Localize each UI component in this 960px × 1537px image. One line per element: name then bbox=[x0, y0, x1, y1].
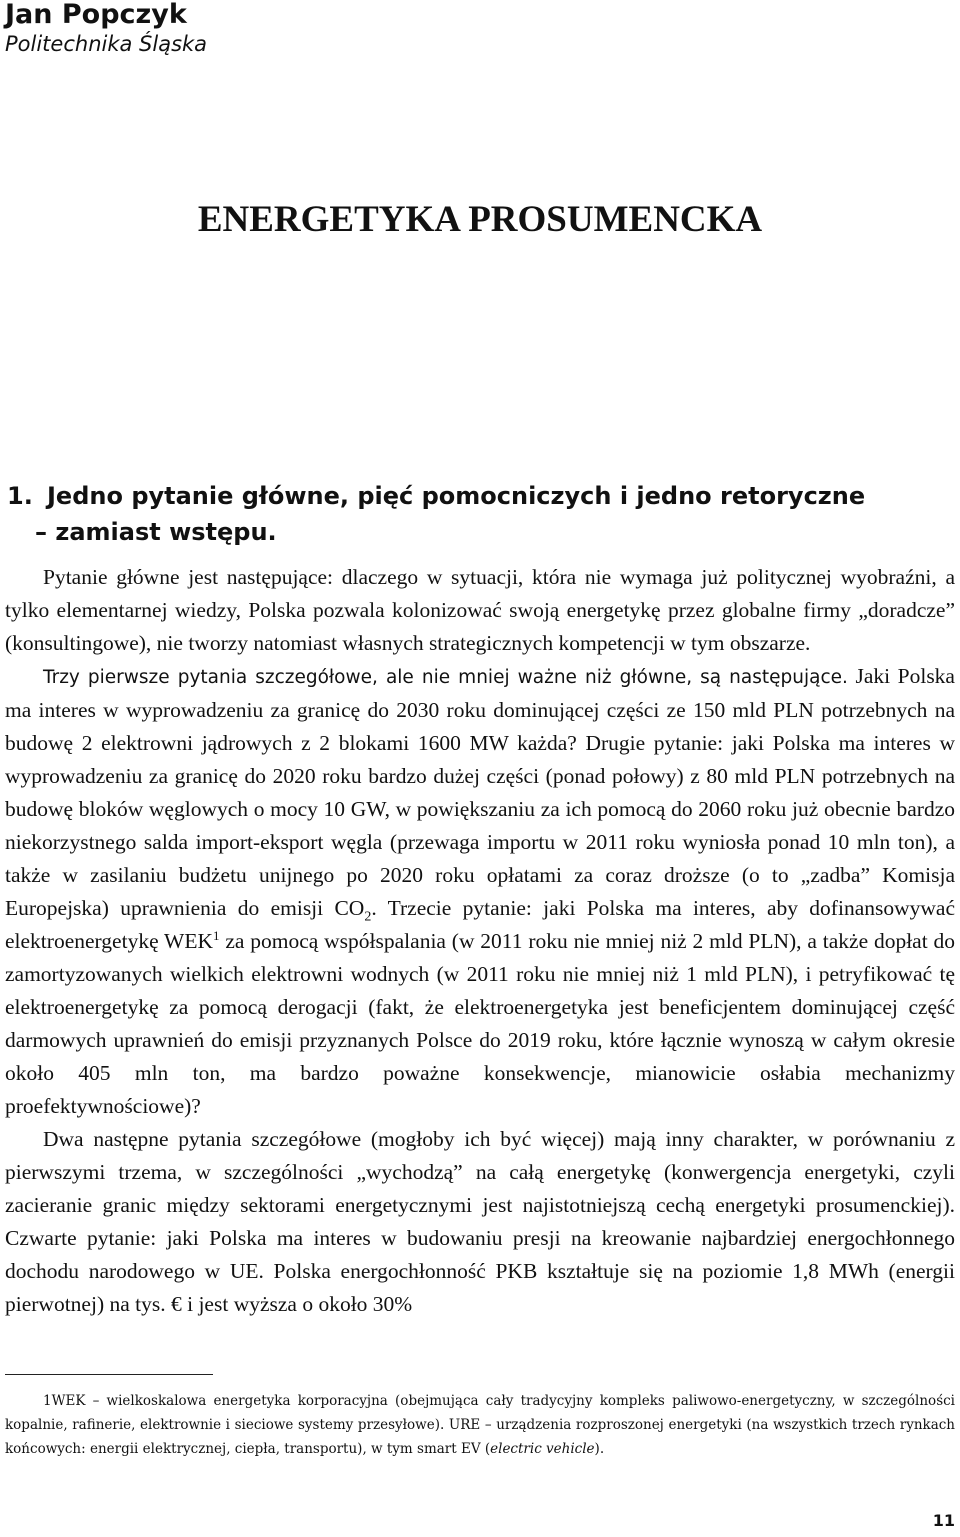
footnote-mark: 1 bbox=[43, 1393, 52, 1409]
footnote bbox=[5, 1389, 955, 1461]
paragraph-2-lead: Trzy pierwsze pytania szczegółowe, ale nie mniej ważne niż główne, są następujące. bbox=[43, 667, 848, 688]
author-block bbox=[5, 0, 207, 58]
author-name: Jan Popczyk bbox=[5, 0, 187, 30]
footnote-text-a: WEK – wielkoskalowa energetyka korporacyjna (obejmująca cały tradycyjny kompleks paliwowo-energetyczny, w szczególności kopalnie, rafinerie, elektrownie i sieciowe systemy przesyłowe). URE – urządzenia rozproszonej energetyki (na wszystkich trzech rynkach końcowych: energii elektrycznej, ciepła, transportu), w tym smart EV ( bbox=[5, 1393, 955, 1457]
section-title-line2: – zamiast wstępu. bbox=[35, 518, 277, 546]
paragraph-1: Pytanie główne jest następujące: dlaczego w sytuacji, która nie wymaga już politycznej wyobraźni, a tylko elementarnej wiedzy, Polska pozwala kolonizować swoją energetykę przez globalne firmy „doradcze” (konsultingowe), nie tworzy natomiast własnych strategicznych kompetencji w tym obszarze. bbox=[5, 565, 955, 655]
paragraph-2 bbox=[5, 660, 955, 1123]
page-number: 11 bbox=[932, 1511, 955, 1530]
paragraph-2-text-b: . Trzecie pytanie: jaki Polska ma interes, aby dofinansowywać elektroenergetykę WEK bbox=[5, 896, 955, 953]
footnote-divider bbox=[5, 1374, 213, 1375]
paragraph-2-text-c: za pomocą współspalania (w 2011 roku nie mniej niż 2 mld PLN), a także dopłat do zamortyzowanych wielkich elektrowni wodnych (w 2011 roku nie mniej niż 1 mld PLN), i petryfikować tę elektroenergetykę za pomocą derogacji (fakt, że elektroenergetyka jest beneficjentem dominującej część darmowych uprawnień do emisji przyznanych Polsce do 2019 roku, które łącznie wynoszą w całym okresie około 405 mln ton, ma bardzo poważne konsekwencje, mianowicie osłabia mechanizmy proefektywnościowe)? bbox=[5, 929, 956, 1118]
body-text bbox=[5, 561, 955, 1321]
chapter-title: ENERGETYKA PROSUMENCKA bbox=[197, 199, 763, 240]
footnote-text-b: ). bbox=[594, 1441, 605, 1457]
footnote-1 bbox=[5, 1389, 955, 1461]
section-number: 1. bbox=[7, 482, 33, 510]
section-heading bbox=[7, 478, 907, 550]
footnote-text-italic: electric vehicle bbox=[490, 1441, 595, 1457]
paragraph-2-text-a: Jaki Polska ma interes w wyprowadzeniu za granicę do 2030 roku dominującej części ze 150 mld PLN potrzebnych na budowę 2 elektrowni jądrowych z 2 blokami 1600 MW każda? Drugie pytanie: jaki Polska ma interes w wyprowadzeniu za granicę do 2020 roku bardzo dużej części (ponad połowy) z 80 mld PLN potrzebnych na budowę bloków węglowych o mocy 10 GW, w powiększaniu za ich pomocą do 2060 roku już obecnie bardzo niekorzystnego salda import-eksport węgla (przewaga importu w 2011 roku wyniosła ponad 10 mln ton), a także w zasilaniu budżetu unijnego po 2020 roku opłatami za coraz droższe (o to „zadba” Komisja Europejska) uprawnienia do emisji CO bbox=[5, 664, 955, 920]
author-affiliation: Politechnika Śląska bbox=[5, 32, 208, 56]
footnote-reference: 1 bbox=[213, 927, 220, 943]
section-title-line1: Jedno pytanie główne, pięć pomocniczych i jedno retoryczne bbox=[47, 482, 866, 510]
co2-subscript: 2 bbox=[364, 909, 372, 925]
paragraph-3: Dwa następne pytania szczegółowe (mogłoby ich być więcej) mają inny charakter, w porównaniu z pierwszymi trzema, w szczególności „wychodzą” na całą energetykę (konwergencja energetyki, czyli zacieranie granic między sektorami energetycznymi jest najistotniejszą cechą energetyki prosumenckiej). Czwarte pytanie: jaki Polska ma interes w budowaniu presji na kreowanie najbardziej energochłonnego dochodu narodowego w UE. Polska energochłonność PKB kształtuje się na poziomie 1,8 MWh (energii pierwotnej) na tys. € i jest wyższa o około 30% bbox=[5, 1127, 955, 1316]
